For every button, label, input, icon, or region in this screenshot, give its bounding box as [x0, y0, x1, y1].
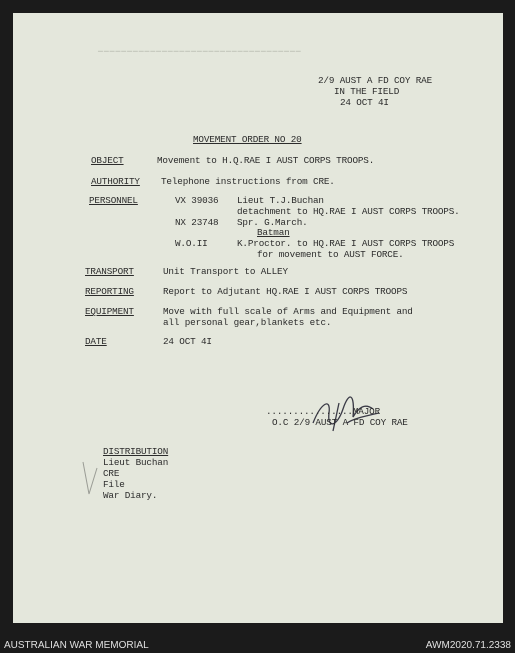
personnel-1-detail: detachment to HQ.RAE I AUST CORPS TROOPS.	[237, 206, 460, 217]
reporting-value: Report to Adjutant HQ.RAE I AUST CORPS TROOPS	[163, 286, 408, 297]
personnel-3-name: K.Proctor. to HQ.RAE I AUST CORPS TROOPS	[237, 238, 455, 249]
transport-value: Unit Transport to ALLEY	[163, 266, 288, 277]
personnel-label: PERSONNEL	[89, 195, 138, 206]
footer-credit: AUSTRALIAN WAR MEMORIAL	[4, 640, 149, 651]
date-label: DATE	[85, 336, 107, 347]
unit-date: 24 OCT 4I	[340, 97, 389, 108]
reporting-label: REPORTING	[85, 286, 134, 297]
transport-label: TRANSPORT	[85, 266, 134, 277]
object-value: Movement to H.Q.RAE I AUST CORPS TROOPS.	[157, 155, 375, 166]
personnel-2-role: Batman	[257, 227, 290, 238]
personnel-1-name: Lieut T.J.Buchan	[237, 195, 324, 206]
authority-value: Telephone instructions from CRE.	[161, 176, 335, 187]
date-value: 24 OCT 4I	[163, 336, 212, 347]
personnel-2-number: NX 23748	[175, 217, 219, 228]
unit-name: 2/9 AUST A FD COY RAE	[318, 75, 433, 86]
pencil-mark	[79, 458, 101, 498]
document-page	[13, 13, 503, 623]
equipment-label: EQUIPMENT	[85, 306, 134, 317]
equipment-value-2: all personal gear,blankets etc.	[163, 317, 332, 328]
personnel-1-number: VX 39036	[175, 195, 219, 206]
equipment-value-1: Move with full scale of Arms and Equipment and	[163, 306, 413, 317]
authority-label: AUTHORITY	[91, 176, 140, 187]
personnel-2-name: Spr. G.March.	[237, 217, 308, 228]
document-title: MOVEMENT ORDER NO 20	[193, 134, 302, 145]
unit-location: IN THE FIELD	[334, 86, 400, 97]
footer-accession-number: AWM2020.71.2338	[425, 640, 511, 651]
signature-title: O.C 2/9 AUST A FD COY RAE	[272, 417, 408, 428]
personnel-3-rank: W.O.II	[175, 238, 208, 249]
distribution-item: War Diary.	[103, 490, 158, 501]
distribution-item: Lieut Buchan	[103, 457, 169, 468]
personnel-3-detail: for movement to AUST FORCE.	[257, 249, 404, 260]
distribution-item: File	[103, 479, 125, 490]
distribution-heading: DISTRIBUTION	[103, 446, 169, 457]
ghost-letterhead: ▁▁▁▁▁▁▁▁▁▁▁▁▁▁▁▁▁▁▁▁▁▁▁▁▁▁▁▁▁▁▁▁▁▁▁	[98, 44, 302, 53]
signature-line: ................MAJOR	[266, 406, 381, 417]
footer-bar	[0, 638, 515, 653]
object-label: OBJECT	[91, 155, 124, 166]
distribution-item: CRE	[103, 468, 120, 479]
